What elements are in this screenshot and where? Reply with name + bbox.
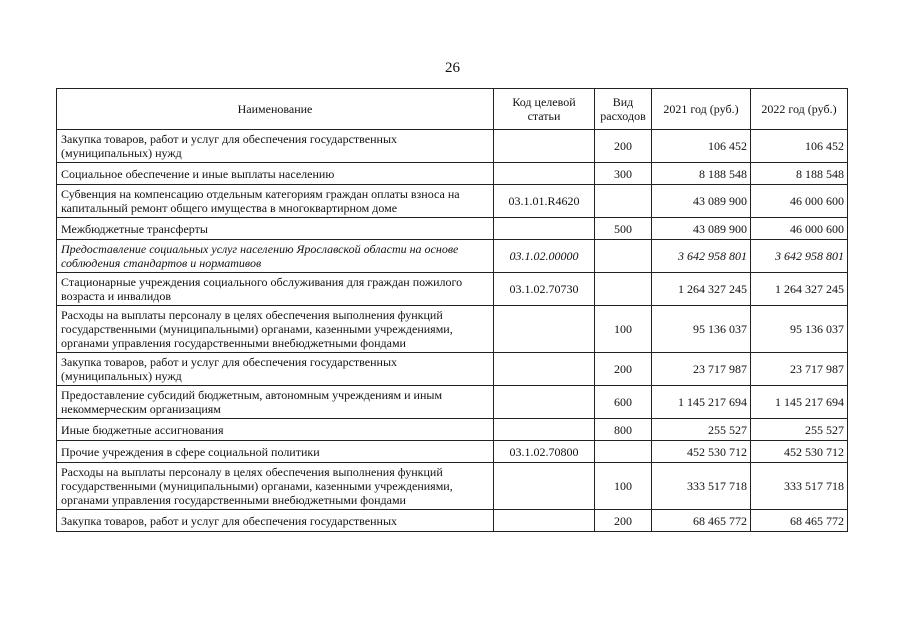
row-type: 800: [595, 419, 652, 441]
row-name: Стационарные учреждения социального обслуживания для граждан пожилого возраста и инвалидов: [57, 273, 494, 306]
row-name: Закупка товаров, работ и услуг для обеспечения государственных: [57, 510, 494, 532]
row-type: [595, 273, 652, 306]
row-2022: 1 264 327 245: [751, 273, 848, 306]
row-code: [494, 353, 595, 386]
row-2022: 23 717 987: [751, 353, 848, 386]
row-2022: 255 527: [751, 419, 848, 441]
header-type: Вид расходов: [595, 89, 652, 130]
page-number: 26: [445, 60, 460, 76]
table-header-row: [57, 89, 848, 130]
row-name: Социальное обеспечение и иные выплаты населению: [57, 163, 494, 185]
row-code: [494, 163, 595, 185]
row-2022: 452 530 712: [751, 441, 848, 463]
table-row: [57, 353, 848, 386]
row-2022: 46 000 600: [751, 185, 848, 218]
row-name: Предоставление субсидий бюджетным, автономным учреждениям и иным некоммерческим организациям: [57, 386, 494, 419]
row-2021: 43 089 900: [652, 185, 751, 218]
row-code: 03.1.02.70800: [494, 441, 595, 463]
row-code: [494, 218, 595, 240]
row-type: [595, 441, 652, 463]
table-row: [57, 163, 848, 185]
table-row: [57, 386, 848, 419]
header-name: Наименование: [57, 89, 494, 130]
row-type: 500: [595, 218, 652, 240]
row-2021: 3 642 958 801: [652, 240, 751, 273]
row-type: 200: [595, 510, 652, 532]
row-2022: 46 000 600: [751, 218, 848, 240]
row-type: [595, 240, 652, 273]
table-row: [57, 306, 848, 353]
row-2021: 255 527: [652, 419, 751, 441]
header-2021: 2021 год (руб.): [652, 89, 751, 130]
row-2021: 95 136 037: [652, 306, 751, 353]
row-name: Субвенция на компенсацию отдельным категориям граждан оплаты взноса на капитальный ремонт общего имущества в многоквартирном доме: [57, 185, 494, 218]
row-2021: 8 188 548: [652, 163, 751, 185]
table-row: [57, 240, 848, 273]
row-2021: 333 517 718: [652, 463, 751, 510]
row-name: Иные бюджетные ассигнования: [57, 419, 494, 441]
table-row: [57, 185, 848, 218]
row-2021: 68 465 772: [652, 510, 751, 532]
row-2021: 43 089 900: [652, 218, 751, 240]
row-type: 200: [595, 353, 652, 386]
row-code: [494, 463, 595, 510]
row-name: Прочие учреждения в сфере социальной политики: [57, 441, 494, 463]
row-2022: 8 188 548: [751, 163, 848, 185]
row-type: 100: [595, 306, 652, 353]
row-2022: 1 145 217 694: [751, 386, 848, 419]
row-2022: 3 642 958 801: [751, 240, 848, 273]
table-row: [57, 510, 848, 532]
row-code: 03.1.02.70730: [494, 273, 595, 306]
row-name: Закупка товаров, работ и услуг для обеспечения государственных (муниципальных) нужд: [57, 353, 494, 386]
table-row: [57, 419, 848, 441]
budget-table: [56, 88, 848, 532]
row-type: 100: [595, 463, 652, 510]
row-code: 03.1.01.R4620: [494, 185, 595, 218]
row-code: [494, 386, 595, 419]
row-2022: 95 136 037: [751, 306, 848, 353]
row-type: 200: [595, 130, 652, 163]
row-2022: 333 517 718: [751, 463, 848, 510]
header-code: Код целевой статьи: [494, 89, 595, 130]
table-row: [57, 441, 848, 463]
row-2022: 106 452: [751, 130, 848, 163]
row-code: [494, 130, 595, 163]
row-type: 600: [595, 386, 652, 419]
row-2021: 452 530 712: [652, 441, 751, 463]
row-name: Расходы на выплаты персоналу в целях обеспечения выполнения функций государственными (муниципальными) органами, казенными учреждениями, органами управления государственными внебюджетными фондами: [57, 463, 494, 510]
header-2022: 2022 год (руб.): [751, 89, 848, 130]
row-type: [595, 185, 652, 218]
row-code: [494, 419, 595, 441]
row-type: 300: [595, 163, 652, 185]
row-2021: 23 717 987: [652, 353, 751, 386]
row-name: Межбюджетные трансферты: [57, 218, 494, 240]
row-2022: 68 465 772: [751, 510, 848, 532]
row-name: Предоставление социальных услуг населению Ярославской области на основе соблюдения стандартов и нормативов: [57, 240, 494, 273]
table-row: [57, 218, 848, 240]
row-2021: 1 145 217 694: [652, 386, 751, 419]
table-row: [57, 463, 848, 510]
row-code: [494, 510, 595, 532]
row-code: 03.1.02.00000: [494, 240, 595, 273]
row-code: [494, 306, 595, 353]
row-name: Закупка товаров, работ и услуг для обеспечения государственных (муниципальных) нужд: [57, 130, 494, 163]
row-2021: 1 264 327 245: [652, 273, 751, 306]
table-row: [57, 130, 848, 163]
table-row: [57, 273, 848, 306]
row-2021: 106 452: [652, 130, 751, 163]
row-name: Расходы на выплаты персоналу в целях обеспечения выполнения функций государственными (муниципальными) органами, казенными учреждениями, органами управления государственными внебюджетными фондами: [57, 306, 494, 353]
